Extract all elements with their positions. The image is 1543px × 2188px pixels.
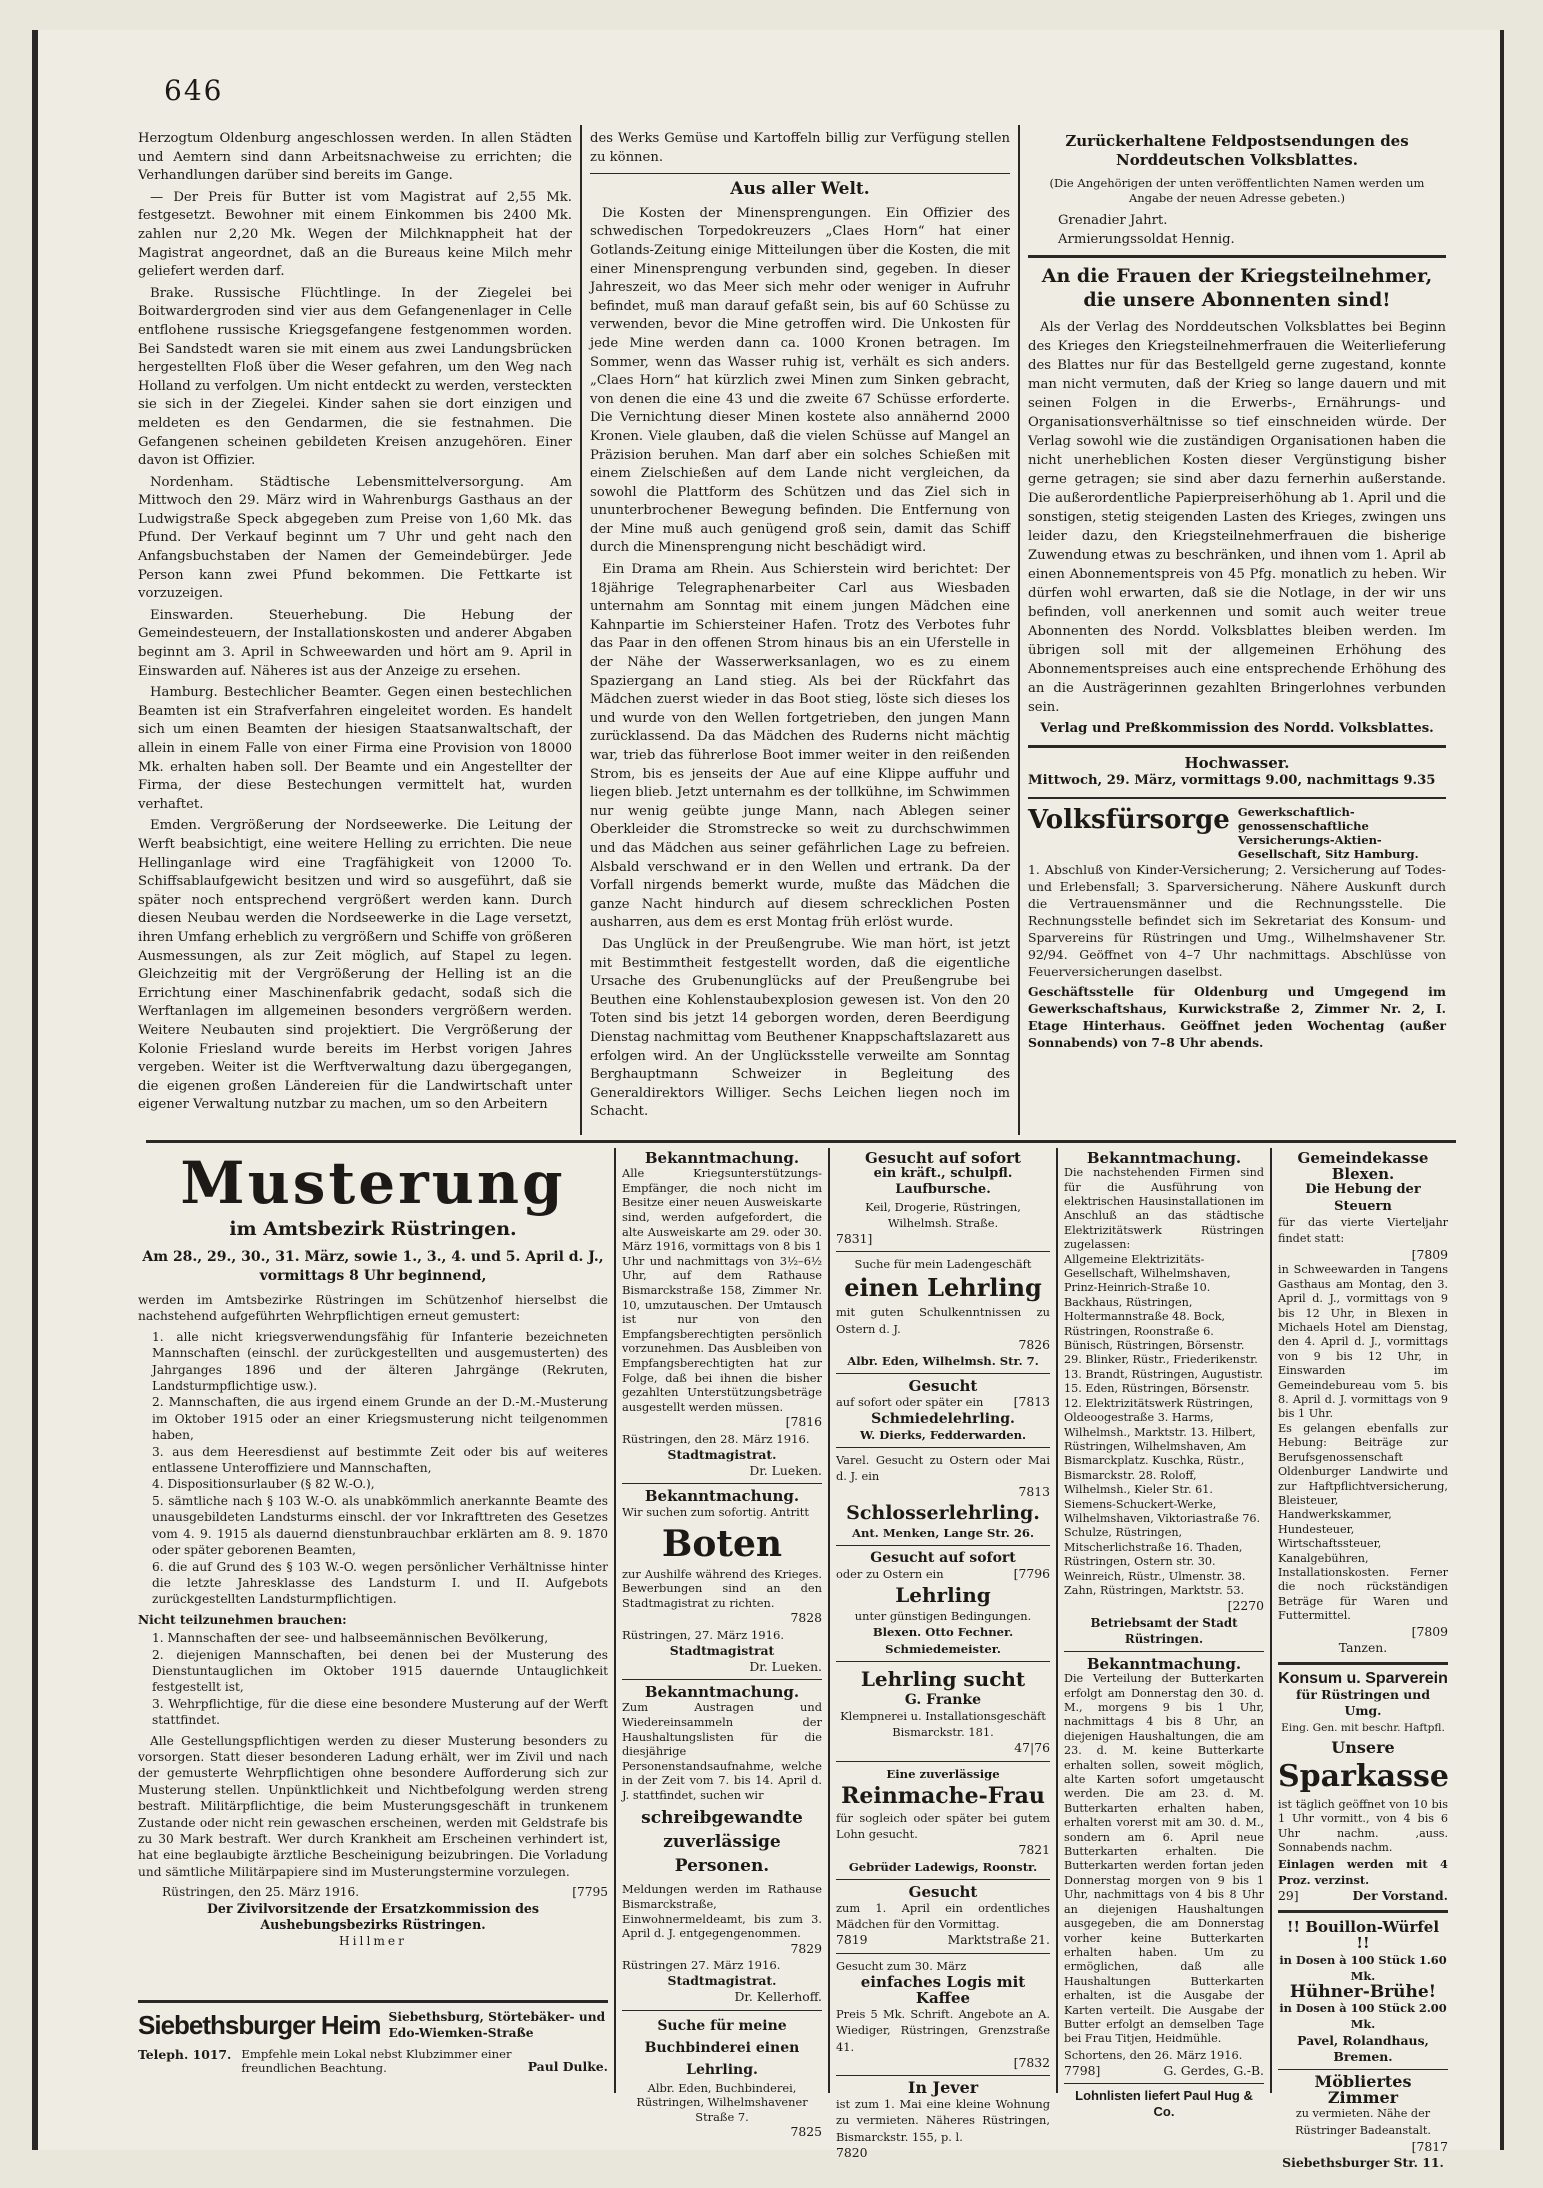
g2-big: einen Lehrling: [844, 1273, 1042, 1303]
bek5-code: 7798]: [1064, 2062, 1101, 2078]
bek3-title: Bekanntmachung.: [644, 1683, 800, 1702]
g7-big: Reinmache-Frau: [841, 1782, 1045, 1809]
g7-name: Gebrüder Ladewigs, Roonstr.: [848, 1859, 1038, 1874]
bek4-sig: Betriebsamt der Stadt Rüstringen.: [1090, 1615, 1238, 1646]
bouillon-name: Pavel, Rolandhaus, Bremen.: [1297, 2032, 1429, 2064]
hochwasser-title: Hochwasser.: [1184, 753, 1290, 772]
zimmer-text: zu vermieten. Nähe der Rüstringer Badeanstalt.: [1295, 2107, 1431, 2137]
divider: [1064, 2083, 1264, 2084]
list-item: 3. aus dem Heeresdienst auf bestimmte Zeit oder bis auf weiteres entlassene Unteroffiziere und Mannschaften,: [152, 1444, 608, 1476]
divider: [836, 1879, 1050, 1880]
g2-code: 7826: [1018, 1336, 1050, 1352]
ads-column-d: [1278, 1149, 1449, 2171]
gemeindekasse-code2: [7809: [1411, 1623, 1448, 1639]
siebethsburger-text: Empfehle mein Lokal nebst Klubzimmer einer freundlichen Beachtung.: [241, 2047, 512, 2075]
bek2-name: Dr. Lueken.: [749, 1658, 822, 1674]
g1-sub: ein kräft., schulpfl. Laufbursche.: [873, 1166, 1013, 1198]
feldpost-note: (Die Angehörigen der unten veröffentlichten Namen werden um Angabe der neuen Adresse gebeten.): [1049, 176, 1425, 205]
ads-column-a: [622, 1149, 822, 2140]
musterung-code: [7795: [572, 1885, 608, 1900]
g3-text: auf sofort oder später ein: [836, 1395, 984, 1410]
bek2-date: Rüstringen, 27. März 1916.: [622, 1627, 785, 1642]
bek3-text2: Meldungen werden im Rathause Bismarckstraße, Einwohnermeldeamt, bis zum 3. April d. J. entgegengenommen.: [622, 1882, 822, 1941]
musterung-list: [152, 1329, 608, 1608]
gemeindekasse-sub: Die Hebung der Steuern: [1305, 1182, 1421, 1214]
bek1-text: Alle Kriegsunterstützungs-Empfänger, die noch nicht im Besitze einer neuen Ausweiskarte sind, werden aufgefordert, die alte Ausweiskarte am 29. oder 30. März 1916, vormittags von 8 bis 1 Uhr und nachmittags von 3½–6½ Uhr, auf dem Rathause Bismarckstraße 158, Zimmer Nr. 10, umzutauschen. Der Umtausch ist nur von den Empfangsberechtigten persönlich vorzunehmen. Das Ausbleiben von Empfangsberechtigten hat zur Folge, daß bei ihnen die bisher gezahlten Unterstützungsbeträge ausgestellt werden müssen.: [622, 1166, 822, 1414]
siebethsburger-row2: [138, 2047, 608, 2075]
volksfuersorge-header: [1028, 805, 1446, 861]
konsum-sig: Der Vorstand.: [1352, 1888, 1448, 1904]
g5-big: Lehrling: [895, 1583, 991, 1608]
g3-code: [7813: [1013, 1394, 1050, 1410]
bek2-sig: Stadtmagistrat: [669, 1642, 775, 1658]
column-rule-5: [1056, 1148, 1058, 2093]
g2-name: Albr. Eden, Wilhelmsh. Str. 7.: [847, 1354, 1039, 1369]
g5-text: oder zu Ostern ein: [836, 1567, 944, 1582]
article-hamburg: Hamburg. Bestechlicher Beamter. Gegen einen bestechlichen Beamten ist ein Strafverfahren eingeleitet worden. Es handelt sich um einen Beamten der hiesigen Staatsanwaltschaft, der allein in einem Falle von einer Firma eine Provision von 18000 Mk. erhalten haben soll. Der Beamte und ein Angestellter der Firma, der diese Bestechungen vermittelt hat, wurden verhaftet.: [138, 685, 572, 812]
gemeindekasse-text2: Es gelangen ebenfalls zur Hebung: Beiträge zur Berufsgenossenschaft Oldenburger Landwirte und zur Haftpflichtversicherung, Bleisteuer, Handwerkskammer, Hundesteuer, Wirtschaftssteuer, Kanalgebühren, Installationskosten. Ferner die noch rückständigen Beträge für Waren und Futtermittel.: [1278, 1421, 1448, 1623]
g5-text2: unter günstigen Bedingungen.: [854, 1609, 1032, 1624]
bek3-big: schreibgewandte zuverlässige Personen.: [641, 1808, 803, 1877]
bek1-code: [7816: [785, 1414, 822, 1430]
column-rule-1: [580, 125, 582, 1135]
feldpost-name: Grenadier Jahrt.: [1058, 213, 1168, 228]
bek3-code: 7829: [790, 1940, 822, 1956]
volksfuersorge-stelle: Geschäftsstelle für Oldenburg und Umgegend im Gewerkschaftshaus, Kurwickstraße 2, Zimmer Nr. 2, I. Etage Hinterhaus. Geöffnet jeden Wochentag (außer Sonnabends) von 7–8 Uhr abends.: [1028, 983, 1446, 1050]
bek2-code: 7828: [790, 1610, 822, 1626]
divider: [590, 173, 1010, 174]
siebethsburger-ad: [138, 2000, 608, 2088]
divider: [1028, 797, 1446, 799]
divider: [836, 1251, 1050, 1252]
gemeindekasse-sig: Tanzen.: [1338, 1639, 1388, 1655]
siebethsburger-addr: Siebethsburg, Störtebäker- und Edo-Wiemken-Straße: [388, 2010, 606, 2040]
bouillon-title: !! Bouillon-Würfel !!: [1286, 1918, 1440, 1953]
musterung-ad: [138, 1150, 608, 1995]
column-rule-2: [1018, 125, 1020, 1135]
divider: [1278, 1910, 1448, 1913]
newspaper-page: [32, 30, 1504, 2171]
musterung-nicht-title: Nicht teilzunehmen brauchen:: [138, 1612, 347, 1627]
divider: [1028, 745, 1446, 748]
konsum-code: 29]: [1278, 1888, 1299, 1904]
list-item: 1. alle nicht kriegsverwendungsfähig für Infanterie bezeichneten Mannschaften (einschl. der zurückgestellten und ausgemusterten) des Jahrganges 1896 und der älteren Jahrgänge (Rekruten, Landsturmpflichtige usw.).: [152, 1329, 608, 1394]
list-item: 5. sämtliche nach § 103 W.-O. als unabkömmlich anerkannte Beamte des unausgebildeten Landsturms einschl. der vor Inkrafttreten des Gesetzes vom 4. 9. 1915 als dauernd dienstunbrauchbar erklärten am 8. 9. 1870 oder später geborenen Beamten,: [152, 1493, 608, 1558]
article-nordenham: Nordenham. Städtische Lebensmittelversorgung. Am Mittwoch den 29. März wird in Wahrenburgs Gasthaus an der Ludwigstraße Speck abgegeben zum Preise von 1,60 Mk. das Pfund. Der Verkauf beginnt um 7 Uhr und geht nach den Anfangsbuchstaben der Namen der Gemeindebürger. Jede Person kann zwei Pfund bekommen. Die Fettkarte ist vorzuzeigen.: [138, 474, 572, 602]
g5-code: [7796: [1013, 1566, 1050, 1582]
musterung-nicht-list: [152, 1630, 608, 1728]
musterung-signer: Hillmer: [339, 1934, 407, 1949]
article-minensprengungen: Die Kosten der Minensprengungen. Ein Offizier des schwedischen Torpedokreuzers „Claes Horn“ hat einer Gotlands-Zeitung einige Mitteilungen über die Kosten, die mit einer Minensprengung verbunden sind, gegeben. In dieser Jahreszeit, wo das Meer sich mehr oder weniger in Aufruhr befindet, muß man darauf gefaßt sein, bis auf 60 Schüsse zu verwenden, bevor die Mine getroffen wird. Die Unkosten für jede Mine werden dann ca. 1000 Kronen betragen. Im Sommer, wenn das Wasser ruhig ist, verhält es sich anders. „Claes Horn“ hat kürzlich zwei Minen zum Sinken gebracht, von denen die eine 43 und die zweite 67 Schüsse erforderte. Die Vernichtung dieser Minen kostete also annähernd 2000 Kronen. Viele glauben, daß die vielen Schüsse auf Mangel an Präzision beruhen. Man darf aber ein solches Schießen mit einem Zielschießen auf dem Lande nicht vergleichen, da sowohl die Plattform des Schützen und das Ziel sich in ununterbrochener Bewegung befinden. Die Entfernung von der Mine muß auch genügend groß sein, damit das Schiff durch die Minensprengung nicht beschädigt wird.: [590, 205, 1010, 556]
bek3-text: Zum Austragen und Wiedereinsammeln der Haushaltungslisten für die diesjährige Personenstandsaufnahme, welche in der Zeit vom 7. bis 14. April d. J. stattfindet, suchen wir: [622, 1700, 822, 1802]
column-rule-6: [1270, 1148, 1272, 2093]
volksfuersorge-text: 1. Abschluß von Kinder-Versicherung; 2. Versicherung auf Todes- und Erlebensfall; 3. Sparversicherung. Nähere Auskunft durch die Vertrauensmänner und die Rechnungsstelle. Die Rechnungsstelle befindet sich im Sekretariat des Konsum- und Sparvereins für Rüstringen und Umg., Wilhelmshavener Str. 92/94. Geöffnet von 4–7 Uhr nachmittags. Abschlüsse von Feuerversicherungen daselbst.: [1028, 861, 1446, 979]
g9-big: einfaches Logis mit Kaffee: [860, 1972, 1026, 2007]
bek5-date: Schortens, den 26. März 1916.: [1064, 2047, 1243, 2062]
section-rule: [146, 1140, 1456, 1143]
g5-row: [836, 1566, 1050, 1582]
bek1-title: Bekanntmachung.: [644, 1149, 800, 1167]
divider: [836, 1661, 1050, 1662]
g3-title: Gesucht: [908, 1377, 978, 1396]
g8-code: 7819: [836, 1932, 868, 1948]
konsum-small: Eing. Gen. mit beschr. Haftpfl.: [1281, 1721, 1445, 1734]
section-heading: Aus aller Welt.: [730, 179, 870, 200]
bek3-sig: Stadtmagistrat.: [667, 1973, 777, 1989]
buchbinderei-code: 7825: [790, 2124, 822, 2140]
lohnlisten: Lohnlisten liefert Paul Hug & Co.: [1075, 2088, 1253, 2120]
divider: [836, 1953, 1050, 1954]
bek4-firms: Allgemeine Elektrizitäts-Gesellschaft, Wilhelmshaven, Prinz-Heinrich-Straße 10. Backhaus, Rüstringen, Holtermannstraße 48. Bock, Rüstringen, Roonstraße 6. Bünisch, Rüstringen, Börsenstr. 29. Blinker, Rüstr., Friederikenstr. 13. Brandt, Rüstringen, Augustistr. 15. Eden, Rüstringen, Börsenstr. 12. Elektrizitätswerk Rüstringen, Oldeoogestraße 3. Harms, Wilhelmsh., Marktstr. 13. Hilbert, Rüstringen, Wilhelmshaven, Am Bismarckplatz. Kuschka, Rüstr., Bismarckstr. 28. Roloff, Wilhelmsh., Kieler Str. 61. Siemens-Schuckert-Werke, Wilhelmshaven, Viktoriastraße 76. Schulze, Rüstringen, Mitscherlichstraße 16. Thaden, Rüstringen, Ostern str. 30. Weinreich, Rüstr., Ulmenstr. 38. Zahn, Rüstringen, Marktstr. 53.: [1064, 1252, 1264, 1597]
divider: [622, 1483, 822, 1484]
divider: [1278, 2069, 1448, 2070]
divider: [836, 2075, 1050, 2076]
g7-pre: Eine zuverlässige: [886, 1766, 1000, 1781]
musterung-date-row: [138, 1884, 608, 1900]
divider: [1028, 255, 1446, 258]
g5-title: Gesucht auf sofort: [870, 1549, 1016, 1566]
g3-name: W. Dierks, Fedderwarden.: [859, 1427, 1027, 1442]
g10-text: ist zum 1. Mai eine kleine Wohnung zu vermieten. Näheres Rüstringen, Bismarckstr. 155, p. l.: [836, 2097, 1050, 2144]
bek2-title: Bekanntmachung.: [644, 1487, 800, 1506]
g1-title: Gesucht auf sofort: [865, 1149, 1021, 1167]
article-emden: Emden. Vergrößerung der Nordseewerke. Die Leitung der Werft beabsichtigt, eine weitere Helling zu errichten. Die neue Hellinganlage wird eine Tragfähigkeit von 12000 To. Schiffsablaufgewicht besitzen und wird so ausgeführt, daß sie später noch entsprechend vergrößert werden kann. Durch diesen Neubau werden die Nordseewerke in die Lage versetzt, ihren Umfang erheblich zu vergrößern und Schiffe von größeren Ausmessungen, als zur Zeit möglich, auf Stapel zu legen. Gleichzeitig mit der Vergrößerung der Helling ist an die Errichtung einer Maschinenfabrik gedacht, sodaß sich die Werftanlagen im allgemeinen besonders vergrößern werden. Weitere Neubauten sind projektiert. Die Vergrößerung der Kolonie Friesland wurde bereits im Herbst vorigen Jahres vergeben. Weiter ist die Werftverwaltung dazu übergegangen, die eigenen großen Ländereien für die Landwirtschaft unter eigener Verwaltung nutzbar zu machen, um so den Arbeitern: [138, 818, 572, 1113]
column-2: [590, 130, 1010, 1135]
g9-text: Preis 5 Mk. Schrift. Angebote an A. Wiediger, Rüstringen, Grenzstraße 41.: [836, 2007, 1050, 2054]
g5-name: Blexen. Otto Fechner. Schmiedemeister.: [872, 1625, 1014, 1656]
page-number: 646: [164, 74, 224, 107]
g10-title: In Jever: [907, 2077, 979, 2097]
bouillon-text2: in Dosen à 100 Stück 2.00 Mk.: [1279, 2001, 1447, 2032]
g9-pre: Gesucht zum 30. März: [836, 1958, 967, 1973]
konsum-unsere: Unsere: [1331, 1737, 1395, 1757]
musterung-body: Alle Gestellungspflichtigen werden zu dieser Musterung besonders zu vorsorgen. Statt dieser besonderen Ladung erhält, wer im Zivil und nach der gemusterte Wehrpflichtigen ohne besondere Aufforderung sich zur Musterung stellen. Unpünktlichkeit und Nichtbefolgung werden streng bestraft. Militärpflichtige, die beim Musterungsgeschäft in trunkenem Zustande oder nicht rein gewaschen erscheinen, werden mit Geldstrafe bis zu 30 Mark bestraft. Wer durch Krankheit am Erscheinen verhindert ist, hat eine beglaubigte ärztliche Bescheinigung beizubringen. Die Vorladung und sämtliche Militärpapiere sind im Musterungstermine vorzulegen.: [138, 1733, 608, 1879]
bek4-code: [2270: [1227, 1598, 1264, 1614]
divider: [1278, 1662, 1448, 1665]
g8-text: zum 1. April ein ordentliches Mädchen für den Vormittag.: [836, 1900, 1050, 1932]
bek5-row: [1064, 2063, 1264, 2079]
list-item: 4. Dispositionsurlauber (§ 82 W.-O.),: [152, 1477, 375, 1492]
konsum-row: [1278, 1888, 1448, 1904]
feldpost-name: Armierungssoldat Hennig.: [1058, 231, 1235, 247]
g4-code: 7813: [1018, 1484, 1050, 1500]
bouillon-text: in Dosen à 100 Stück 1.60 Mk.: [1279, 1952, 1447, 1983]
volksfuersorge-sub: Gewerkschaftlich-genossenschaftliche Versicherungs-Aktien-Gesellschaft, Sitz Hamburg.: [1237, 804, 1419, 861]
divider: [836, 1545, 1050, 1546]
siebethsburger-tel: Teleph. 1017.: [138, 2047, 232, 2062]
divider: [1064, 1651, 1264, 1652]
zimmer-addr: Siebethsburger Str. 11.: [1282, 2155, 1444, 2171]
konsum-text: ist täglich geöffnet von 10 bis 1 Uhr vormitt., von 4 bis 6 Uhr nachm. ,auss. Sonnabends nachm.: [1278, 1798, 1448, 1855]
g4-big: Schlosserlehrling.: [846, 1501, 1040, 1524]
musterung-dates: Am 28., 29., 30., 31. März, sowie 1., 3., 4. und 5. April d. J., vormittags 8 Uhr beginnend,: [142, 1249, 604, 1284]
list-item: 6. die auf Grund des § 103 W.-O. wegen persönlicher Verhältnisse hinter die letzte Jahresklasse des Landsturm I. und II. Aufgebots zurückgestellten Landsturmpflichtigen.: [152, 1559, 608, 1607]
frauen-text: Als der Verlag des Norddeutschen Volksblattes bei Beginn des Krieges den Kriegsteilnehmerfrauen die Weiterlieferung des Blattes nur für das Bestellgeld gerne zugestand, konnte man nicht vermuten, daß der Krieg so lange dauern und mit seinen Folgen in die Erwerbs-, Ernährungs- und Organisationsverhältnisse so tief einschneiden würde. Der Verlag sowohl wie die zuständigen Organisationen haben die nicht unerheblichen Kosten dieser Vergünstigung bisher gerne getragen; sie sind aber dazu fernerhin außerstande. Die außerordentliche Papierpreiserhöhung ab 1. April und die sonstigen, stetig steigenden Lasten des Krieges, zwingen uns leider dazu, den Kriegsteilnehmerfrauen die bisherige Zuwendung etwas zu beschränken, und ihnen vom 1. April ab einen Abonnementspreis von 45 Pfg. monatlich zu heben. Wir dürfen wohl erwarten, daß sie die Notlage, in der wir uns befinden, voll anerkennen und somit auch weiter treue Abonnenten des Nordd. Volksblattes bleiben werden. Im übrigen soll mit der allgemeinen Erhöhung des Abonnementspreises auch eine entsprechende Erhöhung des an die Austrägerinnen gezahlten Bringerlohnes verbunden sein.: [1028, 320, 1446, 716]
bek3-name: Dr. Kellerhoff.: [734, 1989, 822, 2005]
column-3: [1028, 130, 1446, 1135]
volksfuersorge-title: Volksfürsorge: [1028, 804, 1230, 835]
g2-pre: Suche für mein Ladengeschäft: [854, 1257, 1032, 1272]
g9-code: [7832: [1013, 2054, 1050, 2070]
g7-text: für sogleich oder später bei gutem Lohn gesucht.: [836, 1810, 1050, 1842]
bek1-date: Rüstringen, den 28. März 1916.: [622, 1431, 810, 1446]
musterung-date: Rüstringen, den 25. März 1916.: [162, 1885, 360, 1900]
konsum-zins: Einlagen werden mit 4 Proz. verzinst.: [1278, 1856, 1448, 1887]
gemeindekasse-code: [7809: [1411, 1247, 1448, 1263]
article-einswarden: Einswarden. Steuerhebung. Die Hebung der Gemeindesteuern, der Installationskosten und anderer Abgaben beginnt am 3. April in Schweewarden und hört am 9. April in Einswarden auf. Näheres ist aus der Anzeige zu ersehen.: [138, 607, 572, 679]
musterung-intro: werden im Amtsbezirke Rüstringen im Schützenhof hierselbst die nachstehend aufgeführten Wehrpflichtigen erneut gemustert:: [138, 1293, 608, 1324]
gemeindekasse-schedule: in Schweewarden in Tangens Gasthaus am Montag, den 3. April d. J., vormittags von 9 bis 12 Uhr, in Blexen in Michaels Hotel am Dienstag, den 4. April d. J., vormittags von 9 bis 12 Uhr, in Einswarden im Gemeindebureau vom 5. bis 8. April d. J. vormittags von 9 bis 1 Uhr.: [1278, 1263, 1448, 1421]
musterung-sub: im Amtsbezirk Rüstringen.: [229, 1218, 517, 1240]
divider: [622, 1679, 822, 1680]
g6-code: 47|76: [1014, 1740, 1050, 1756]
list-item: 2. diejenigen Mannschaften, bei denen bei der Musterung des Dienstuntauglichen im Oktober 1915 dauernde Untauglichkeit festgestellt ist,: [152, 1647, 608, 1695]
bek5-title: Bekanntmachung.: [1086, 1655, 1242, 1673]
list-item: 2. Mannschaften, die aus irgend einem Grunde an der D.-M.-Musterung im Oktober 1915 oder an einer Kriegsmusterung nicht teilgenommen haben,: [152, 1395, 608, 1443]
g3-big: Schmiedelehrling.: [871, 1410, 1015, 1427]
g6-name: G. Franke: [904, 1691, 982, 1708]
divider: [836, 1447, 1050, 1448]
g8-title: Gesucht: [908, 1882, 978, 1901]
list-item: 1. Mannschaften der see- und halbseemännischen Bevölkerung,: [152, 1631, 549, 1646]
frauen-title: An die Frauen der Kriegsteilnehmer, die unsere Abonnenten sind!: [1041, 265, 1433, 312]
article-text: Herzogtum Oldenburg angeschlossen werden. In allen Städten und Aemtern sind dann Arbeitsnachweise zu errichten; die Verhandlungen darüber sind bereits im Gange.: [138, 131, 572, 184]
zimmer-code: [7817: [1411, 2138, 1448, 2154]
divider: [836, 1761, 1050, 1762]
bek4-title: Bekanntmachung.: [1086, 1149, 1242, 1167]
musterung-signature: Der Zivilvorsitzende der Ersatzkommission des Aushebungsbezirks Rüstringen.: [206, 1900, 540, 1933]
siebethsburger-name: Siebethsburger Heim: [138, 2009, 381, 2040]
article-preussengrube: Das Unglück in der Preußengrube. Wie man hört, ist jetzt mit Bestimmtheit festgestellt worden, daß die eigentliche Ursache des Grubenunglücks auf der Preußengrube bei Beuthen eine Kohlenstaubexplosion gewesen ist. Von den 20 Toten sind bis jetzt 14 geborgen worden, deren Beerdigung Dienstag nachmittag vom Beuthener Knappschaftslazarett aus erfolgen wird. An der Unglücksstelle verweilte am Sonntag Berghauptmann Schweizer in Begleitung des Generaldirektors Williger. Sechs Leichen liegen noch im Schacht.: [590, 936, 1010, 1120]
g1-name: Keil, Drogerie, Rüstringen, Wilhelmsh. Straße.: [865, 1199, 1021, 1230]
divider: [622, 2010, 822, 2011]
bek1-name: Dr. Lueken.: [749, 1462, 822, 1478]
gemeindekasse-text: für das vierte Vierteljahr findet statt:: [1278, 1215, 1448, 1246]
bek4-text: Die nachstehenden Firmen sind für die Ausführung von elektrischen Hausinstallationen im Anschluß an das städtische Elektrizitätswerk Rüstringen zugelassen:: [1064, 1166, 1264, 1252]
konsum-sub: für Rüstringen und Umg.: [1296, 1687, 1430, 1719]
g10-code: 7820: [836, 2144, 868, 2160]
ads-column-c: [1064, 1149, 1264, 2120]
column-rule-3: [614, 1148, 616, 2093]
konsum-sparkasse: Sparkasse: [1278, 1759, 1449, 1794]
bouillon-big: Hühner-Brühe!: [1289, 1982, 1437, 2003]
g7-code: 7821: [1018, 1842, 1050, 1858]
bek1-sig: Stadtmagistrat.: [667, 1446, 777, 1462]
bek5-text: Die Verteilung der Butterkarten erfolgt am Donnerstag den 30. d. M., morgens 9 bis 1 Uhr, nachmittags 4 bis 8 Uhr, an diejenigen Haushaltungen, die am 23. d. M. keine Butterkarte erhalten sollen, soweit möglich, alte Karten sofort umgetauscht werden. Die am 23. d. M. Butterkarten erhalten haben, erhalten vorerst mit am 30. d. M., sondern am 6. April neue Butterkarten erhalten. Die Butterkarten werden fortan jeden Donnerstag morgen von 9 bis 1 Uhr, nachmittags von 4 bis 8 Uhr an diejenigen Haushaltungen ausgegeben, die am Donnerstag vorher keine Butterkarten erhalten haben. Um zu ermöglichen, daß alle Haushaltungen Butterkarten erhalten, ist die Ausgabe der Karten verteilt. Die Ausgabe der Butter erfolgt an demselben Tage bei Frau Titjen, Heidmühle.: [1064, 1672, 1264, 2046]
article-text: des Werks Gemüse und Kartoffeln billig zur Verfügung stellen zu können.: [590, 131, 1010, 165]
list-item: 3. Wehrpflichtige, für die diese eine besondere Musterung auf der Werft stattfindet.: [152, 1696, 608, 1728]
buchbinderei-name: Albr. Eden, Buchbinderei, Rüstringen, Wilhelmshavener Straße 7.: [636, 2080, 808, 2124]
g4-name: Ant. Menken, Lange Str. 26.: [851, 1525, 1035, 1540]
bek3-date: Rüstringen 27. März 1916.: [622, 1958, 781, 1973]
article-butterpreis: — Der Preis für Butter ist vom Magistrat auf 2,55 Mk. festgesetzt. Bewohner mit einem Einkommen bis 2400 Mk. zahlen nur 2,20 Mk. Wegen der Milchknappheit hat der Magistrat angeordnet, daß an die Bureaus keine Milch mehr geliefert werden darf.: [138, 189, 572, 280]
g6-text: Klempnerei u. Installationsgeschäft Bismarckstr. 181.: [840, 1709, 1046, 1740]
bek2-sub: Wir suchen zum sofortig. Antritt: [622, 1505, 809, 1520]
column-rule-4: [828, 1148, 830, 2093]
siebethsburger-row: [138, 2009, 608, 2041]
musterung-title: Musterung: [180, 1149, 566, 1217]
divider: [836, 1373, 1050, 1374]
g4-text: Varel. Gesucht zu Ostern oder Mai d. J. ein: [836, 1453, 1050, 1484]
siebethsburger-owner: Paul Dulke.: [527, 2058, 608, 2074]
gemeindekasse-title: Gemeindekasse Blexen.: [1297, 1149, 1429, 1184]
g8-row: [836, 1932, 1050, 1948]
ads-column-b: [836, 1149, 1050, 2160]
zimmer-title: Möbliertes Zimmer: [1314, 2072, 1412, 2108]
frauen-signature: Verlag und Preßkommission des Nordd. Volksblattes.: [1040, 721, 1434, 737]
g2-text: mit guten Schulkenntnissen zu Ostern d. J.: [836, 1305, 1050, 1336]
bek2-text: zur Aushilfe während des Krieges. Bewerbungen sind an den Stadtmagistrat zu richten.: [622, 1566, 822, 1610]
bek2-big: Boten: [661, 1522, 783, 1565]
article-drama-rhein: Ein Drama am Rhein. Aus Schierstein wird berichtet: Der 18jährige Telegraphenarbeiter Carl aus Wiesbaden unternahm am Sonntag mit einem jungen Mädchen eine Kahnpartie im Schiersteiner Hafen. Trotz des Verbotes fuhr das Paar in den offenen Strom hinaus bis an ein Uferstelle in der Nähe der Wasserwerksanlagen, wo es zu einem Spaziergang an Land stieg. Als bei der Rückfahrt das Mädchen zuerst wieder in das Boot stieg, löste sich dieses los und wurde von den Wellen fortgetrieben, den jungen Mann zurücklassend. Da das Mädchen des Ruderns nicht mächtig war, trieb das führerlose Boot immer weiter in den reißenden Strom, bis es jenseits der Aue auf eine Klippe auffuhr und liegen blieb. Jetzt unternahm es der tollkühne, im Schwimmen nur wenig geübte junge Mann, nach Ablegen seiner Oberkleider die Stromstrecke so weit zu durchschwimmen und das Mädchen aus seiner gefährlichen Lage zu befreien. Alsbald verschwand er in den Wellen und ertrank. Da der Vorfall nirgends bemerkt wurde, mußte das Mädchen die ganze Nacht hindurch auf diesem schrecklichen Posten ausharren, aus dem es erst Montag früh erlöst wurde.: [590, 562, 1010, 931]
column-1: [138, 130, 572, 1135]
konsum-title: Konsum u. Sparverein: [1278, 1669, 1448, 1687]
g3-row: [836, 1394, 1050, 1410]
buchbinderei-text: Suche für meine Buchbinderei einen Lehrling.: [644, 2017, 800, 2078]
g8-addr: Marktstraße 21.: [947, 1932, 1050, 1948]
bek5-sig: G. Gerdes, G.-B.: [1163, 2062, 1264, 2078]
g1-code: 7831]: [836, 1231, 873, 1247]
hochwasser-text: Mittwoch, 29. März, vormittags 9.00, nachmittags 9.35: [1028, 773, 1436, 789]
feldpost-title: Zurückerhaltene Feldpostsendungen des Norddeutschen Volksblattes.: [1065, 132, 1409, 169]
g6-title: Lehrling sucht: [860, 1666, 1026, 1691]
article-brake: Brake. Russische Flüchtlinge. In der Ziegelei bei Boitwardergroden sind vier aus dem Gefangenenlager in Celle entflohene russische Kriegsgefangene festgenommen worden. Bei Sandstedt waren sie mit einem aus zwei Landungsbrücken hergestellten Floß über die Weser gefahren, um den Weg nach Holland zu verfolgen. Um nicht entdeckt zu werden, versteckten sie sich in der Ziegelei. Kinder sahen sie dort einzigen und meldeten es den Gendarmen, die sie festnahmen. Die Gefangenen scheinen gebildeten Kreisen anzugehören. Einer davon ist Offizier.: [138, 285, 572, 469]
